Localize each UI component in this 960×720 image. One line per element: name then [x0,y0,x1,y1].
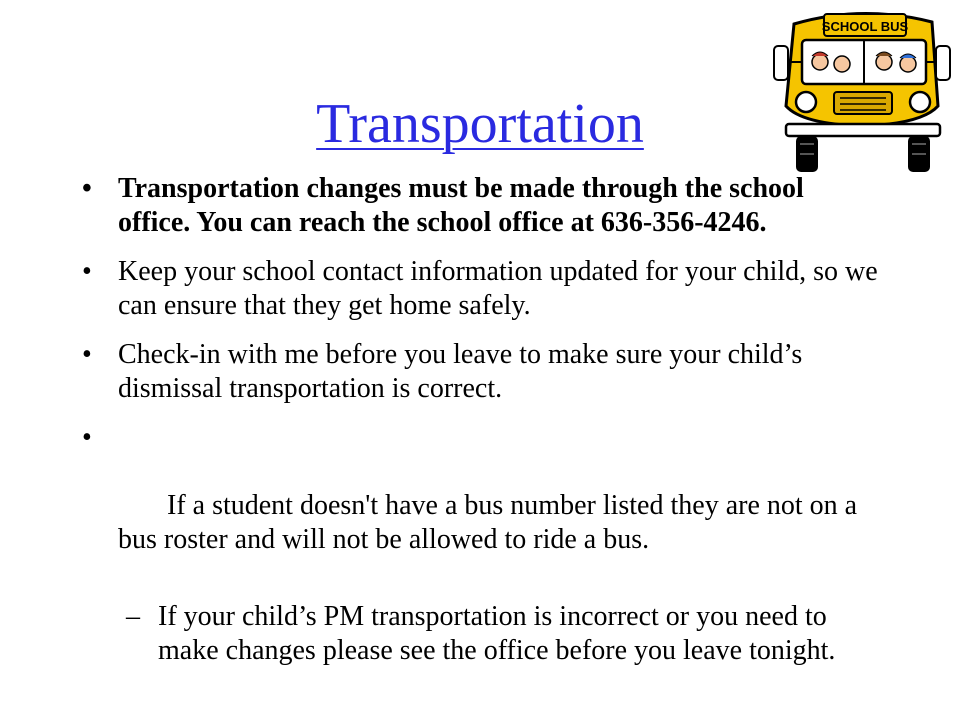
dash-icon: – [126,601,140,632]
slide-title[interactable]: Transportation [316,93,644,155]
list-item [78,172,878,240]
bullet-text: If a student doesn't have a bus number listed they are not on a bus roster and will not be allowed to ride a bus. [118,490,865,555]
bullet-list [78,172,878,668]
sub-list-item [78,600,878,668]
bullet-text: Transportation changes must be made through the school office. You can reach the school office at 636-356-4246. [118,173,804,238]
bullet-text: Check-in with me before you leave to make sure your child’s dismissal transportation is correct. [118,339,803,404]
bullet-icon: • [82,339,92,370]
sub-bullet-text: If your child’s PM transportation is incorrect or you need to make changes please see the office before you leave tonight. [158,601,836,666]
school-bus-icon [772,6,952,180]
list-item [78,255,878,323]
bullet-icon: • [82,256,92,287]
list-item [78,338,878,406]
bullet-text: Keep your school contact information updated for your child, so we can ensure that they get home safely. [118,256,878,321]
bullet-icon: • [82,422,92,453]
list-item [78,421,878,591]
bullet-icon: • [82,173,92,204]
bus-sign-text: SCHOOL BUS [821,19,909,34]
